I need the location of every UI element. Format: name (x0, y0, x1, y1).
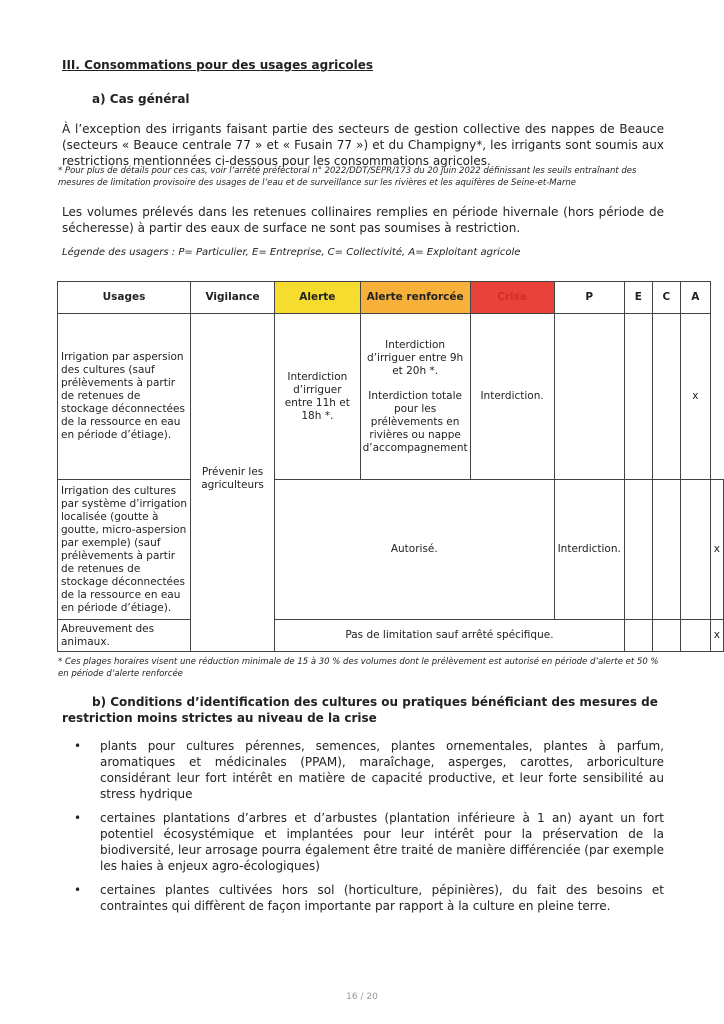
header-alerte-renforcee: Alerte renforcée (360, 282, 470, 314)
header-p: P (554, 282, 624, 314)
usage-abreuvement: Abreuvement des animaux. (58, 620, 191, 652)
list-item: • certaines plantations d’arbres et d’arbustes (plantation inférieure à 1 an) ayant un fort potentiel écosystémique et implantées pour leur intérêt pour la préservation de la biodiversité, leur arrosage pourra également être traité de manière différenciée (par exemple les haies à enjeux agro-écologiques) (74, 811, 664, 873)
table-footnote: * Ces plages horaires visent une réduction minimale de 15 à 30 % des volumes dont le prélèvement est autorisé en période d’alerte et 50 % en période d’alerte renforcée (58, 657, 659, 679)
intro-paragraph: À l’exception des irrigants faisant partie des secteurs de gestion collective des nappes de Beauce (secteurs « Beauce centrale 77 » et « Fusain 77 ») et du Champigny*, les irrigants sont soumis aux restrictions mentionnées ci-dessous pour les consommations agricoles. (62, 122, 664, 168)
table-header-row (58, 282, 724, 314)
bullet-icon: • (74, 739, 82, 753)
users-legend: Légende des usagers : P= Particulier, E= Entreprise, C= Collectivité, A= Exploitant agricole (62, 247, 521, 258)
vigilance-cell: Prévenir les agriculteurs (191, 314, 275, 652)
aspersion-a-mark: x (680, 314, 710, 480)
table-row (58, 314, 724, 480)
table-row (58, 480, 724, 620)
subsection-a-title: a) Cas général (92, 92, 190, 106)
header-alerte: Alerte (275, 282, 361, 314)
restrictions-table (57, 281, 724, 652)
aspersion-renforcee (360, 314, 470, 480)
header-c: C (652, 282, 680, 314)
crops-list (62, 738, 664, 922)
section-title: III. Consommations pour des usages agricoles (62, 58, 373, 72)
subsection-b-title: b) Conditions d’identification des cultures ou pratiques bénéficiant des mesures de restriction moins strictes au niveau de la crise (62, 695, 658, 725)
page-number: 16 / 20 (346, 992, 378, 1002)
header-vigilance: Vigilance (191, 282, 275, 314)
bullet-icon: • (74, 811, 82, 825)
aspersion-renforcee-hours: Interdiction d’irriguer entre 9h et 20h *. (367, 338, 464, 377)
localisee-crise: Interdiction. (554, 480, 624, 620)
abreuvement-a-mark: x (710, 620, 723, 652)
intro-footnote: * Pour plus de détails pour ces cas, voir l’arrêté préfectoral n° 2022/DDT/SEPR/173 du 20 juin 2022 définissant les seuils entraînant des mesures de limitation provisoire des usages de l’eau et de surveillance sur les rivières et les aquifères de Seine-et-Marne (58, 166, 637, 188)
table-row (58, 620, 724, 652)
aspersion-renforcee-total: Interdiction totale pour les prélèvements en rivières ou nappe d’accompagnement (362, 389, 468, 454)
header-a: A (680, 282, 710, 314)
localisee-a-mark: x (710, 480, 723, 620)
retenues-paragraph: Les volumes prélevés dans les retenues collinaires remplies en période hivernale (hors période de sécheresse) à partir des eaux de surface ne sont pas soumises à restriction. (62, 205, 664, 235)
usage-irrigation-localisee: Irrigation des cultures par système d’irrigation localisée (goutte à goutte, micro-aspersion par exemple) (sauf prélèvements à partir de retenues de stockage déconnectées de la ressource en eau en période d’étiage). (58, 480, 191, 620)
aspersion-crise: Interdiction. (470, 314, 554, 480)
list-item: • plants pour cultures pérennes, semences, plantes ornementales, plantes à parfum, aromatiques et médicinales (PPAM), maraîchage, asperges, carottes, arboriculture considérant leur fort intérêt en matière de capacité productive, et leur forte sensibilité au stress hydrique (74, 739, 664, 801)
header-usages: Usages (58, 282, 191, 314)
abreuvement-limitation: Pas de limitation sauf arrêté spécifique. (275, 620, 625, 652)
localisee-autorise: Autorisé. (275, 480, 555, 620)
list-item: • certaines plantes cultivées hors sol (horticulture, pépinières), du fait des besoins et contraintes qui diffèrent de façon importante par rapport à la culture en pleine terre. (74, 883, 664, 913)
bullet-icon: • (74, 883, 82, 897)
header-crise: Crise (470, 282, 554, 314)
usage-aspersion: Irrigation par aspersion des cultures (sauf prélèvements à partir de retenues de stockage déconnectées de la ressource en eau en période d’étiage). (58, 314, 191, 480)
header-e: E (624, 282, 652, 314)
aspersion-alerte: Interdiction d’irriguer entre 11h et 18h *. (275, 314, 361, 480)
